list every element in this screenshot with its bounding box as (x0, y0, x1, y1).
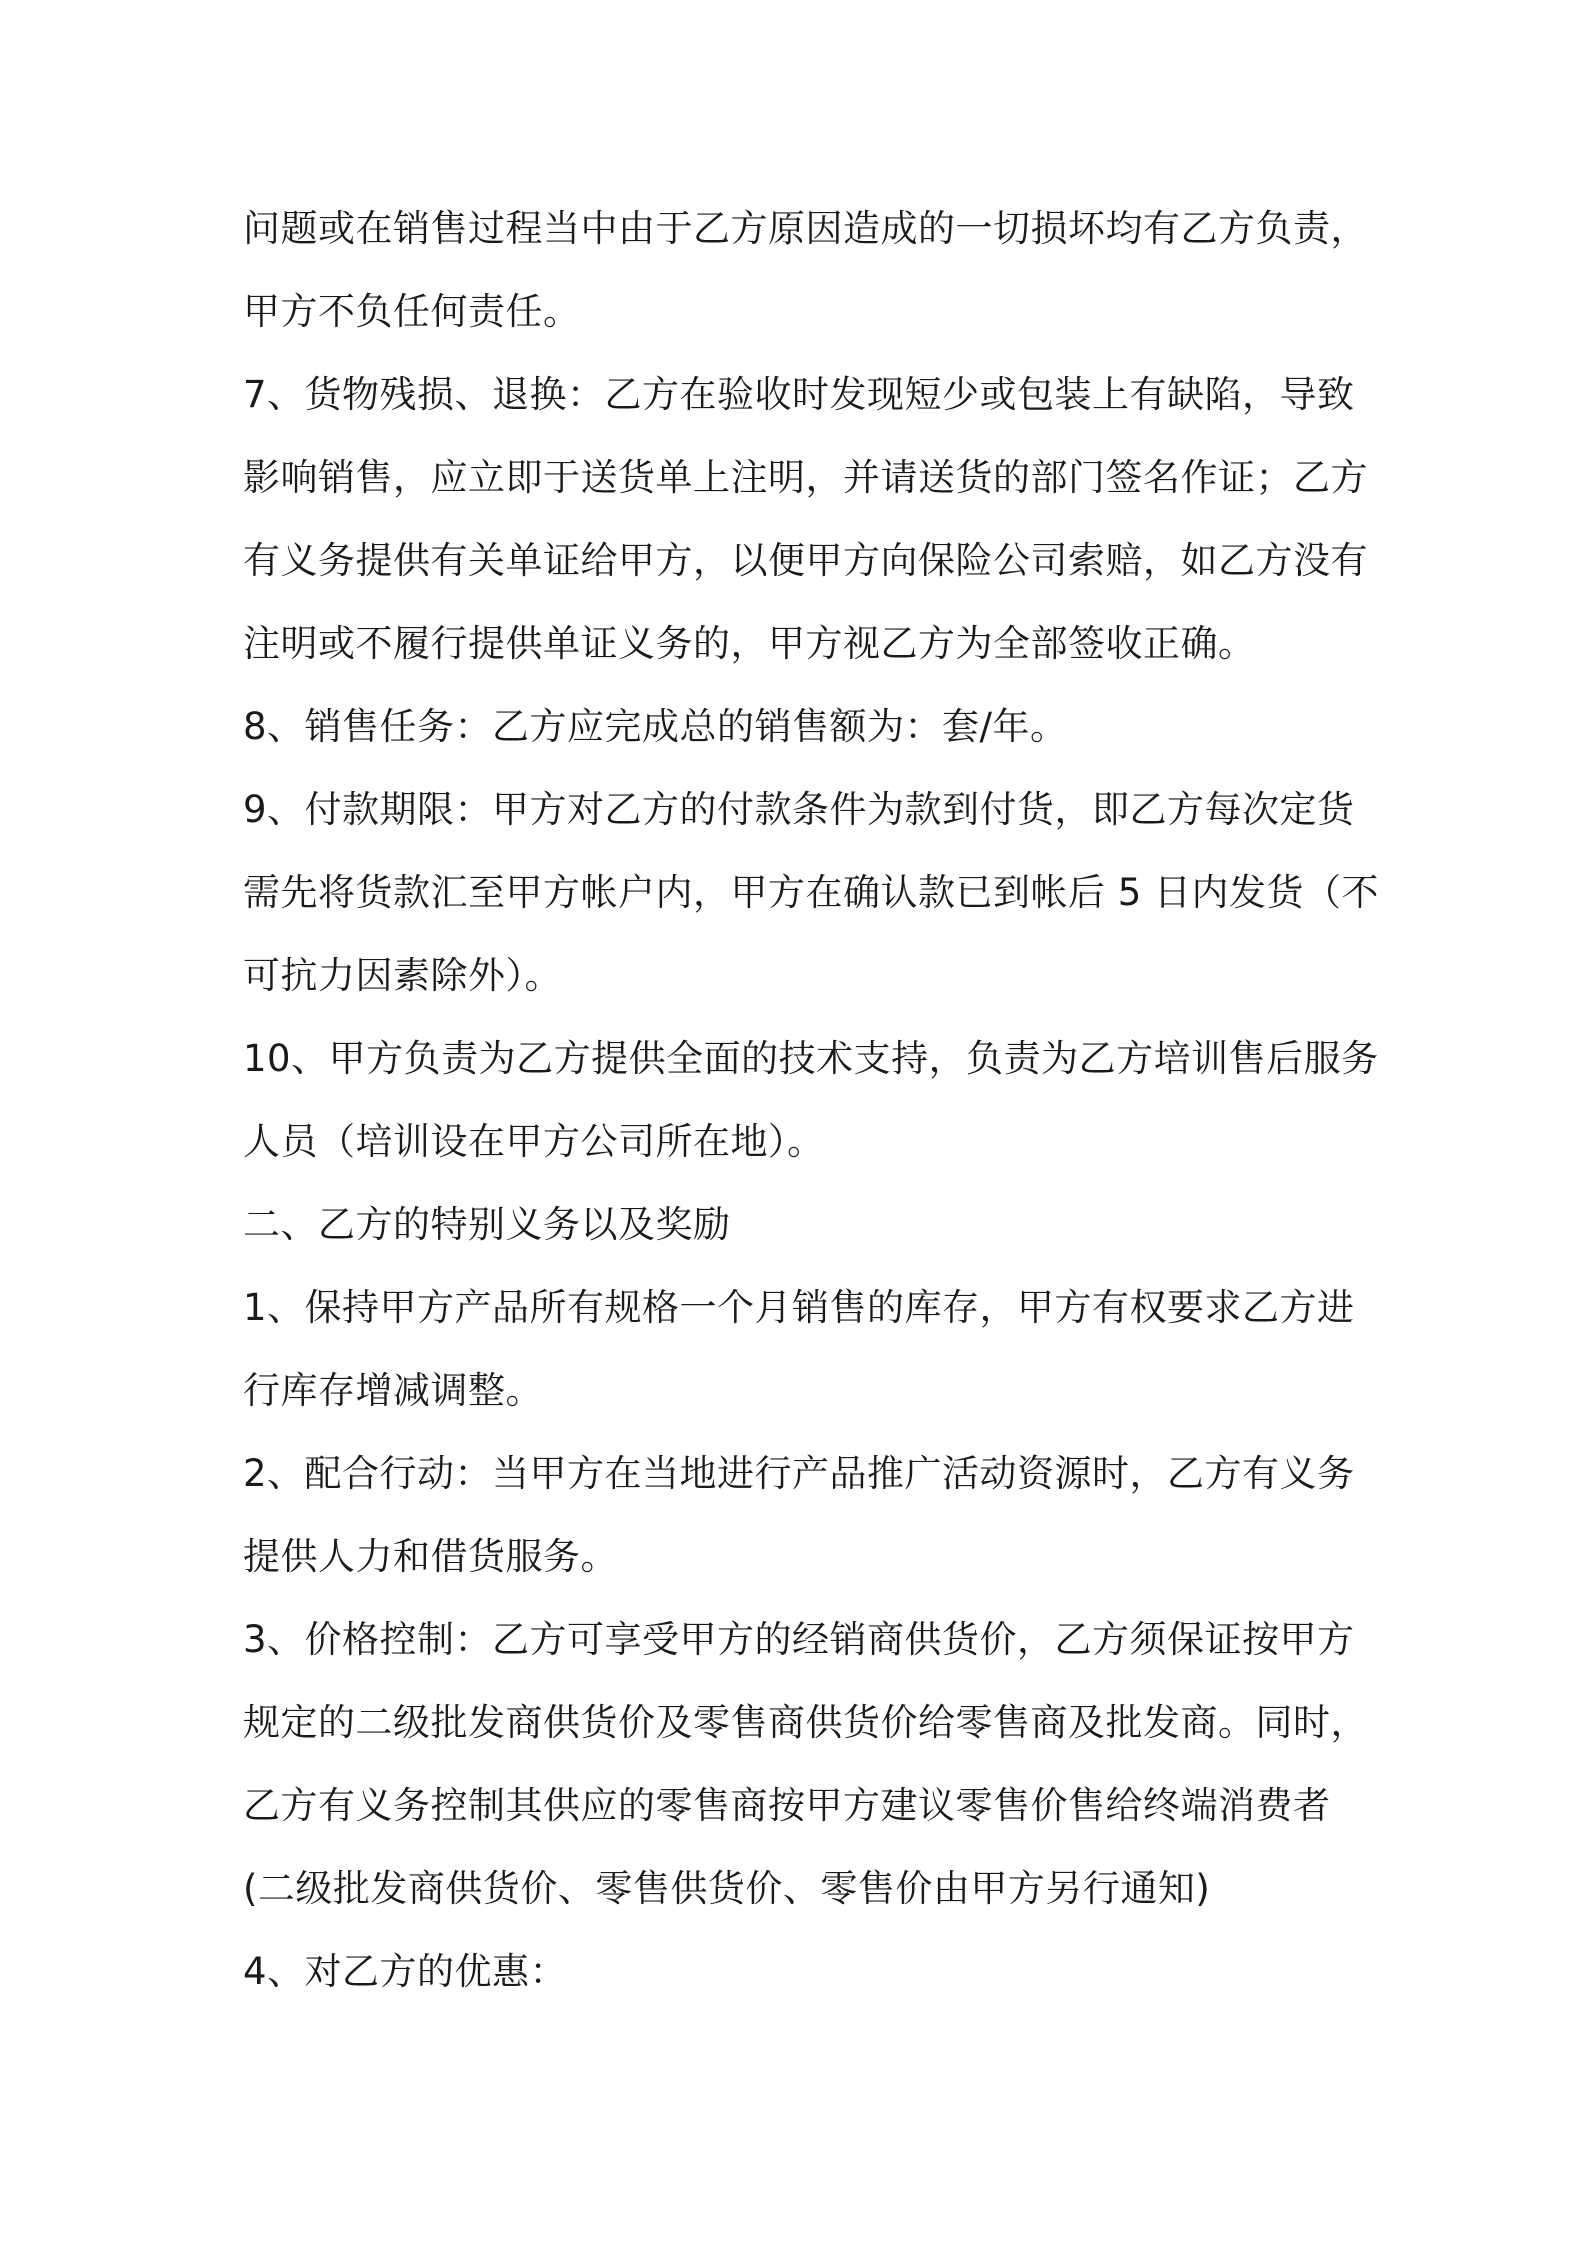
text-line: 8、销售任务：乙方应完成总的销售额为：套/年。 (243, 705, 1068, 748)
text-line: 影响销售，应立即于送货单上注明，并请送货的部门签名作证；乙方 (243, 456, 1368, 499)
text-line: 7、货物残损、退换：乙方在验收时发现短少或包装上有缺陷，导致 (243, 373, 1355, 416)
text-line: 乙方有义务控制其供应的零售商按甲方建议零售价售给终端消费者 (243, 1784, 1331, 1827)
text-line: 问题或在销售过程当中由于乙方原因造成的一切损坏均有乙方负责， (243, 207, 1368, 250)
text-line: (二级批发商供货价、零售供货价、零售价由甲方另行通知) (243, 1867, 1211, 1910)
text-line: 3、价格控制：乙方可享受甲方的经销商供货价，乙方须保证按甲方 (243, 1618, 1355, 1661)
text-line: 规定的二级批发商供货价及零售商供货价给零售商及批发商。同时， (243, 1701, 1368, 1744)
text-line: 需先将货款汇至甲方帐户内，甲方在确认款已到帐后 5 日内发货（不 (243, 871, 1380, 914)
text-line: 9、付款期限：甲方对乙方的付款条件为款到付货，即乙方每次定货 (243, 788, 1355, 831)
text-line: 行库存增减调整。 (243, 1369, 543, 1412)
text-line: 注明或不履行提供单证义务的，甲方视乙方为全部签收正确。 (243, 622, 1256, 665)
text-line: 甲方不负任何责任。 (243, 290, 581, 333)
text-line: 2、配合行动：当甲方在当地进行产品推广活动资源时，乙方有义务 (243, 1452, 1355, 1495)
section-heading: 二、乙方的特别义务以及奖励 (243, 1203, 731, 1246)
text-line: 有义务提供有关单证给甲方，以便甲方向保险公司索赔，如乙方没有 (243, 539, 1368, 582)
text-line: 1、保持甲方产品所有规格一个月销售的库存，甲方有权要求乙方进 (243, 1286, 1355, 1329)
text-line: 人员（培训设在甲方公司所在地）。 (243, 1120, 825, 1163)
text-line: 4、对乙方的优惠： (243, 1950, 568, 1993)
text-line: 可抗力因素除外）。 (243, 954, 562, 997)
text-line: 10、甲方负责为乙方提供全面的技术支持，负责为乙方培训售后服务 (243, 1037, 1379, 1080)
text-line: 提供人力和借货服务。 (243, 1535, 618, 1578)
